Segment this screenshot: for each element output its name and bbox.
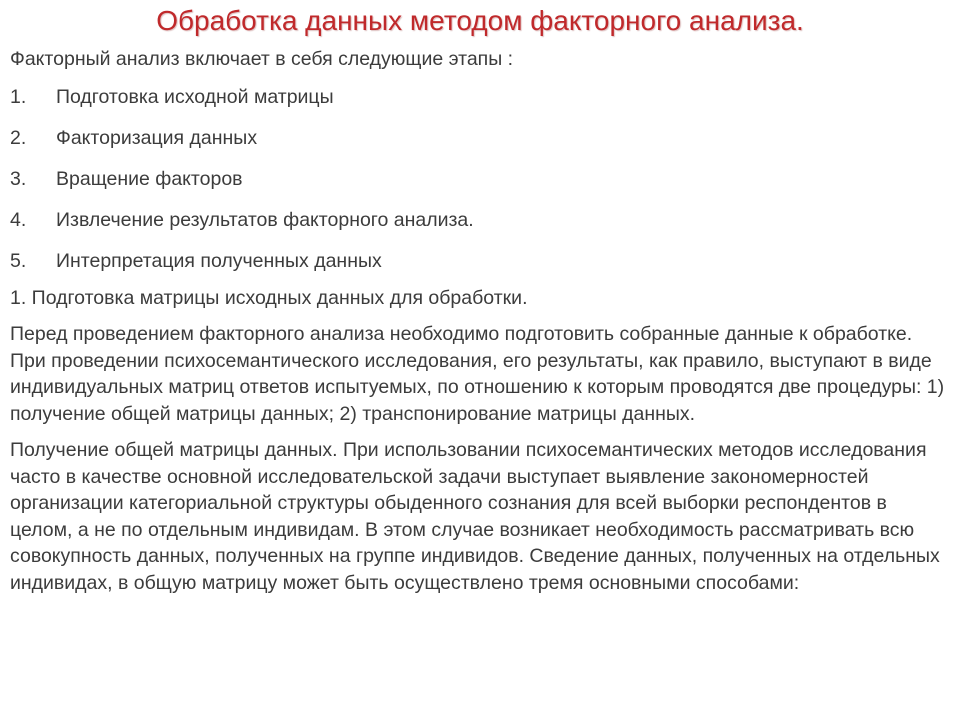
step-number: 4. bbox=[10, 209, 27, 231]
list-item bbox=[10, 166, 950, 192]
intro-text: Факторный анализ включает в себя следующие этапы : bbox=[10, 48, 514, 70]
slide-content bbox=[10, 46, 950, 606]
step-number: 3. bbox=[10, 168, 27, 190]
steps-list bbox=[10, 84, 950, 274]
section-heading: 1. Подготовка матрицы исходных данных для обработки. bbox=[10, 287, 528, 309]
step-text: Подготовка исходной матрицы bbox=[56, 86, 334, 108]
step-number: 2. bbox=[10, 127, 27, 149]
list-item bbox=[10, 248, 950, 274]
list-item bbox=[10, 207, 950, 233]
paragraph-preparation: Перед проведением факторного анализа необходимо подготовить собранные данные к обработке. При проведении психосемантического исследования, его результаты, как правило, выступают в виде индивидуальных матриц ответов испытуемых, по отношению к которым проводятся две процедуры: 1) получение общей матрицы данных; 2) транспонирование матрицы данных. bbox=[10, 323, 945, 425]
slide-title: Обработка данных методом факторного анализа. bbox=[156, 5, 804, 36]
step-text: Факторизация данных bbox=[56, 127, 258, 149]
paragraph-general-matrix: Получение общей матрицы данных. При использовании психосемантических методов исследования часто в качестве основной исследовательской задачи выступает выявление закономерностей организации категориальной структуры обыденного сознания для всей выборки респондентов в целом, а не по отдельным индивидам. В этом случае возникает необходимость рассматривать всю совокупность данных, полученных на группе индивидов. Сведение данных, полученных на отдельных индивидах, в общую матрицу может быть осуществлено тремя основными способами: bbox=[10, 439, 940, 594]
list-item bbox=[10, 84, 950, 110]
list-item bbox=[10, 125, 950, 151]
step-number: 5. bbox=[10, 250, 27, 272]
step-text: Вращение факторов bbox=[56, 168, 243, 190]
step-text: Интерпретация полученных данных bbox=[56, 250, 382, 272]
step-text: Извлечение результатов факторного анализа. bbox=[56, 209, 474, 231]
step-number: 1. bbox=[10, 86, 27, 108]
